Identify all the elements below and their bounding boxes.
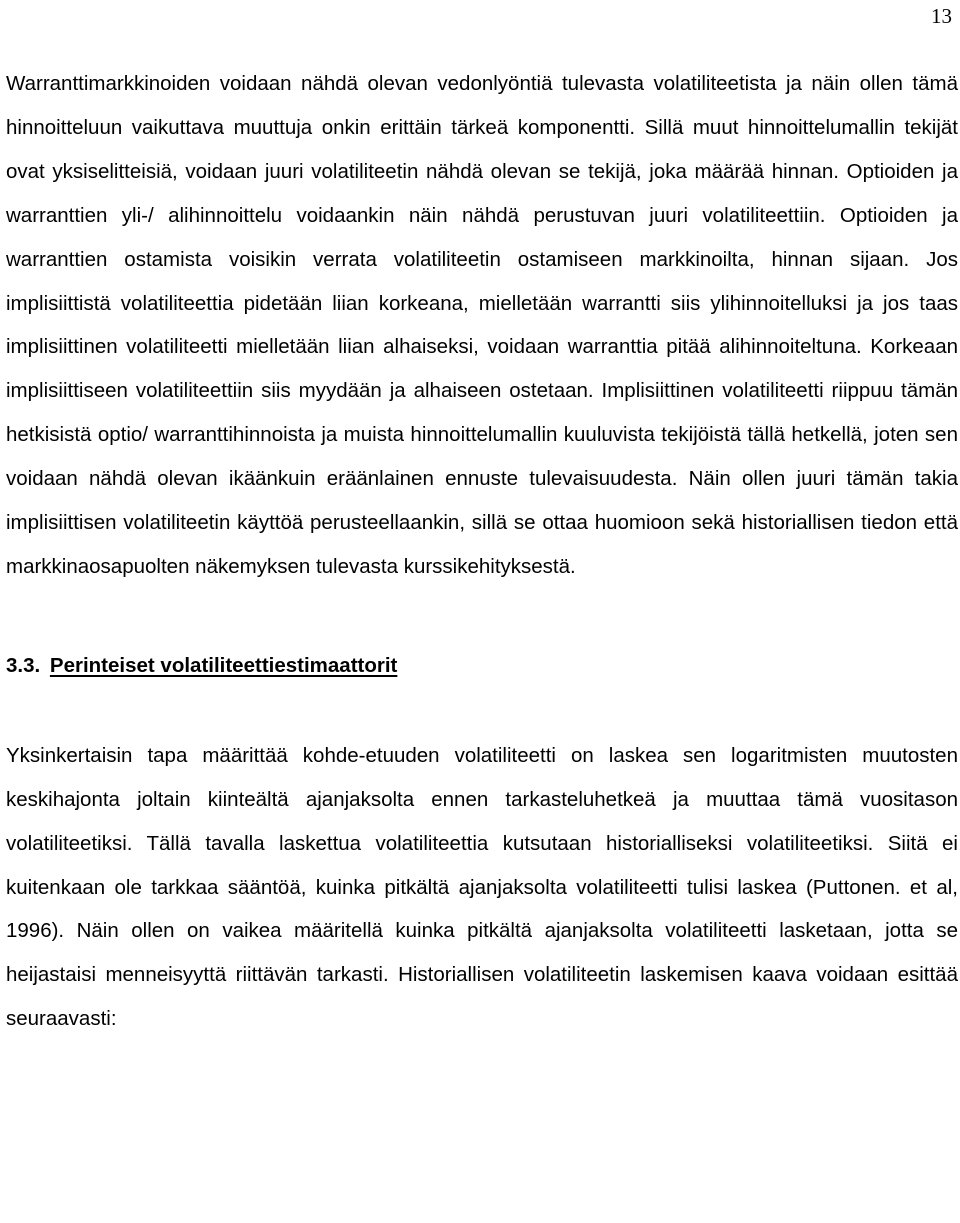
paragraph-implied-volatility: Warranttimarkkinoiden voidaan nähdä olevan vedonlyöntiä tulevasta volatiliteetista ja näin ollen tämä hinnoitteluun vaikuttava muuttuja onkin erittäin tärkeä komponentti. Sillä muut hinnoittelumallin tekijät ovat yksiselitteisiä, voidaan juuri volatiliteetin nähdä olevan se tekijä, joka määrää hinnan. Optioiden ja warranttien yli-/ alihinnoittelu voidaankin näin nähdä perustuvan juuri volatiliteettiin. Optioiden ja warranttien ostamista voisikin verrata volatiliteetin ostamiseen markkinoilta, hinnan sijaan. Jos implisiittistä volatiliteettia pidetään liian korkeana, mielletään warrantti siis ylihinnoitelluksi ja jos taas implisiittinen volatiliteetti mielletään liian alhaiseksi, voidaan warranttia pitää alihinnoiteltuna. Korkeaan implisiittiseen volatiliteettiin siis myydään ja alhaiseen ostetaan. Implisiittinen volatiliteetti riippuu tämän hetkisistä optio/ warranttihinnoista ja muista hinnoittelumallin kuuluvista tekijöistä tällä hetkellä, joten sen voidaan nähdä olevan ikäänkuin eräänlainen ennuste tulevaisuudesta. Näin ollen juuri tämän takia implisiittisen volatiliteetin käyttöä perusteellaankin, sillä se ottaa huomioon sekä historiallisen tiedon että markkinaosapuolten näkemyksen tulevasta kurssikehityksestä.: [6, 72, 958, 578]
page-number: 13: [931, 4, 952, 28]
section-title: Perinteiset volatiliteettiestimaattorit: [49, 653, 398, 677]
section-heading: [6, 644, 958, 688]
paragraph-historical-volatility: Yksinkertaisin tapa määrittää kohde-etuuden volatiliteetti on laskea sen logaritmisten muutosten keskihajonta joltain kiinteältä ajanjaksolta ennen tarkasteluhetkeä ja muuttaa tämä vuositason volatiliteetiksi. Tällä tavalla laskettua volatiliteettia kutsutaan historialliseksi volatiliteetiksi. Siitä ei kuitenkaan ole tarkkaa sääntöä, kuinka pitkältä ajanjaksolta volatiliteetti tulisi laskea (Puttonen. et al, 1996). Näin ollen on vaikea määritellä kuinka pitkältä ajanjaksolta volatiliteetti lasketaan, jotta se heijastaisi menneisyyttä riittävän tarkasti. Historiallisen volatiliteetin laskemisen kaava voidaan esittää seuraavasti:: [6, 743, 958, 1031]
document-body: [6, 62, 958, 1041]
section-number: 3.3.: [6, 653, 41, 677]
